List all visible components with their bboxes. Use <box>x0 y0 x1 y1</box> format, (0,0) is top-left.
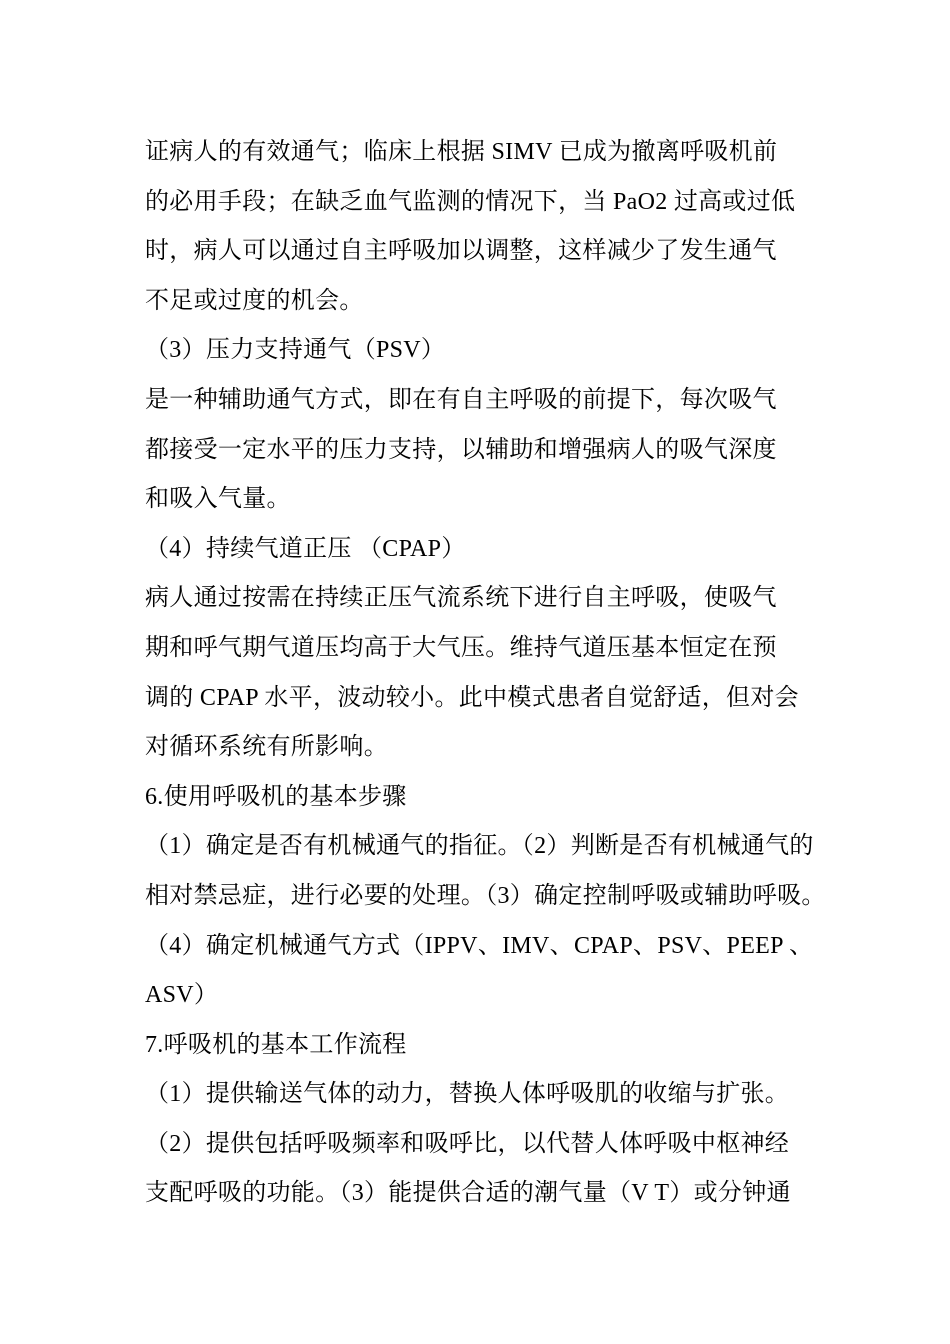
section-heading-workflow: 7.呼吸机的基本工作流程 <box>145 1031 407 1058</box>
text-line: 的必用手段；在缺乏血气监测的情况下，当 PaO2 过高或过低 <box>145 188 796 215</box>
section-heading-cpap: （4）持续气道正压 （CPAP） <box>145 535 466 562</box>
text-line: 对循环系统有所影响。 <box>145 734 388 761</box>
text-line: 调的 CPAP 水平，波动较小。此中模式患者自觉舒适，但对会 <box>145 684 799 711</box>
text-line: 病人通过按需在持续正压气流系统下进行自主呼吸，使吸气 <box>145 585 777 612</box>
text-line: 是一种辅助通气方式，即在有自主呼吸的前提下，每次吸气 <box>145 386 777 413</box>
text-line: 相对禁忌症，进行必要的处理。（3）确定控制呼吸或辅助呼吸。 <box>145 882 826 909</box>
text-line: （1）提供输送气体的动力，替换人体呼吸肌的收缩与扩张。 <box>145 1081 790 1108</box>
text-line: 期和呼气期气道压均高于大气压。维持气道压基本恒定在预 <box>145 634 777 661</box>
text-line: ASV） <box>145 982 219 1009</box>
text-line: （1）确定是否有机械通气的指征。（2）判断是否有机械通气的 <box>145 833 814 860</box>
text-line: （2）提供包括呼吸频率和吸呼比，以代替人体呼吸中枢神经 <box>145 1130 790 1157</box>
text-line: 和吸入气量。 <box>145 486 291 513</box>
document-body <box>145 128 825 1219</box>
section-heading-steps: 6.使用呼吸机的基本步骤 <box>145 783 407 810</box>
text-line: 时，病人可以通过自主呼吸加以调整，这样减少了发生通气 <box>145 238 777 265</box>
text-line: 支配呼吸的功能。（3）能提供合适的潮气量（V T）或分钟通 <box>145 1180 791 1207</box>
text-line: （4）确定机械通气方式（IPPV、IMV、CPAP、PSV、PEEP 、 <box>145 932 814 959</box>
text-line: 不足或过度的机会。 <box>145 287 364 314</box>
section-heading-psv: （3）压力支持通气（PSV） <box>145 337 446 364</box>
text-line: 证病人的有效通气；临床上根据 SIMV 已成为撤离呼吸机前 <box>145 139 778 165</box>
text-line: 都接受一定水平的压力支持，以辅助和增强病人的吸气深度 <box>145 436 777 463</box>
